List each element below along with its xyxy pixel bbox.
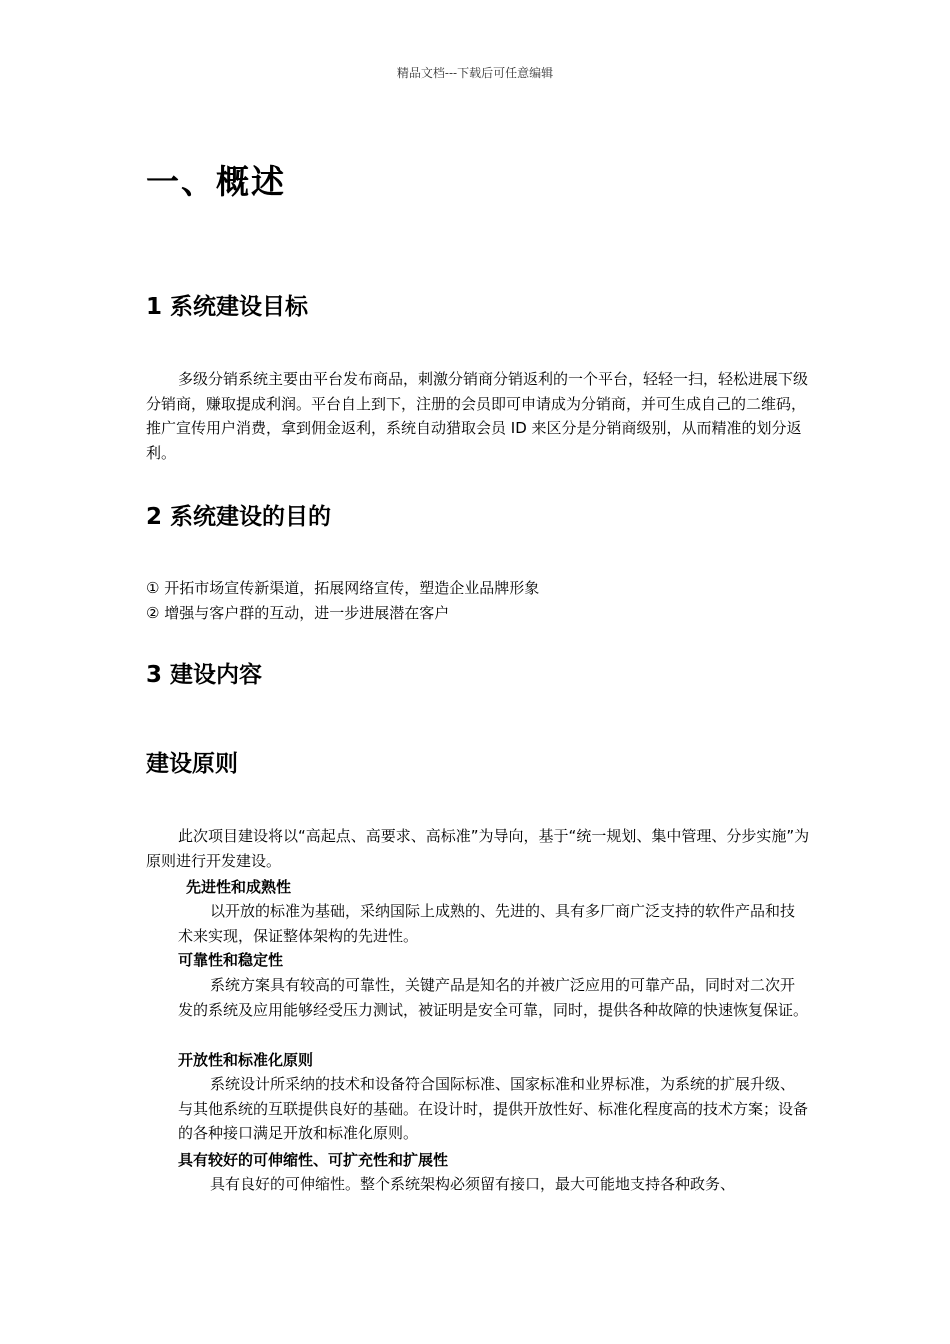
principles-heading: 建设原则 [146, 751, 238, 777]
principles-intro: 此次项目建设将以“高起点、高要求、高标准”为导向，基于“统一规划、集中管理、分步实施”为原则进行开发建设。 [146, 827, 810, 870]
header-note: 精品文档---下载后可任意编辑 [396, 66, 554, 80]
principle-title-scalability: 具有较好的可伸缩性、可扩充性和扩展性 [178, 1151, 449, 1169]
main-title: 一、概述 [146, 162, 286, 201]
section1-body: 多级分销系统主要由平台发布商品，刺激分销商分销返利的一个平台，轻轻一扫，轻松进展下级分销商，赚取提成利润。平台自上到下，注册的会员即可申请成为分销商，并可生成自己的二维码，推广宣传用户消费，拿到佣金返利，系统自动猎取会员 ID 来区分是分销商级别，从而精准的划分返利。 [146, 370, 809, 462]
goal-item-1: ① 开拓市场宣传新渠道，拓展网络宣传，塑造企业品牌形象 [146, 579, 540, 597]
section2-heading: 2 系统建设的目的 [146, 504, 332, 530]
goal-item-2: ② 增强与客户群的互动，进一步进展潜在客户 [146, 604, 450, 622]
principle-body-advanced: 以开放的标准为基础，采纳国际上成熟的、先进的、具有多厂商广泛支持的软件产品和技术来实现，保证整体架构的先进性。 [178, 902, 796, 945]
section1-heading: 1 系统建设目标 [146, 294, 309, 320]
principle-title-openness: 开放性和标准化原则 [178, 1051, 314, 1069]
section3-heading: 3 建设内容 [146, 662, 263, 688]
principle-body-openness: 系统设计所采纳的技术和设备符合国际标准、国家标准和业界标准，为系统的扩展升级、与其他系统的互联提供良好的基础。在设计时，提供开放性好、标准化程度高的技术方案；设备的各种接口满足开放和标准化原则。 [178, 1075, 809, 1142]
principle-body-scalability: 具有良好的可伸缩性。整个系统架构必须留有接口，最大可能地支持各种政务、 [210, 1175, 736, 1193]
principle-title-reliability: 可靠性和稳定性 [178, 951, 284, 969]
principle-body-reliability: 系统方案具有较高的可靠性，关键产品是知名的并被广泛应用的可靠产品，同时对二次开发的系统及应用能够经受压力测试，被证明是安全可靠，同时，提供各种故障的快速恢复保证。 [178, 976, 809, 1019]
principle-title-advanced: 先进性和成熟性 [186, 878, 292, 896]
